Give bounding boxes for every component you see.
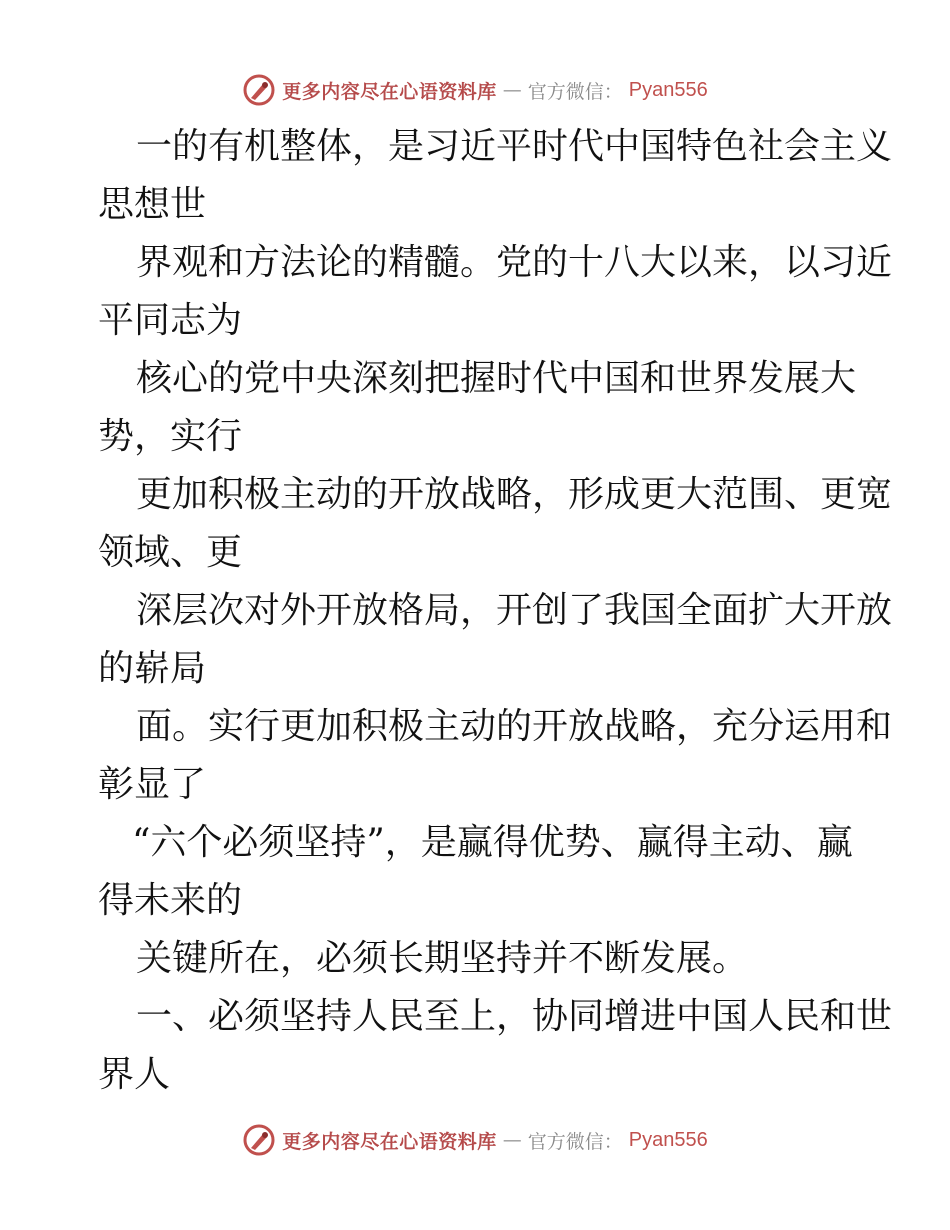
banner-text: 更多内容尽在心语资料库 [282, 1130, 497, 1153]
paragraph [0, 118, 950, 234]
banner-wechat-id: Pyan556 [628, 78, 708, 101]
paragraph [0, 930, 950, 988]
paragraph [0, 988, 950, 1104]
paragraph [0, 234, 950, 350]
paragraph [0, 814, 950, 930]
paragraph [0, 698, 950, 814]
header-banner [0, 70, 950, 110]
paragraph-line: 深层次对外开放格局，开创了我国全面扩大开放 [136, 590, 893, 631]
paragraph-line: 彰显了 [98, 764, 207, 805]
paragraph-line: 界人 [98, 1054, 171, 1095]
paragraph [0, 350, 950, 466]
pen-logo-icon [242, 73, 276, 107]
paragraph-line: 势，实行 [98, 416, 243, 457]
paragraph-line: 面。实行更加积极主动的开放战略，充分运用和 [136, 706, 893, 747]
banner-wechat-id: Pyan556 [628, 1128, 708, 1151]
paragraph-line: 思想世 [98, 184, 207, 225]
paragraph-line: 得未来的 [98, 880, 243, 921]
paragraph [0, 466, 950, 582]
paragraph-line: 关键所在，必须长期坚持并不断发展。 [136, 938, 749, 979]
banner-separator: — [502, 1129, 522, 1151]
paragraph-line: “六个必须坚持”，是赢得优势、赢得主动、赢 [132, 822, 853, 863]
banner-separator: — [502, 79, 522, 101]
paragraph-line: 领域、更 [98, 532, 243, 573]
paragraph-line: 界观和方法论的精髓。党的十八大以来，以习近 [136, 242, 893, 283]
banner-wechat-label: 官方微信： [527, 80, 623, 103]
document-body [0, 118, 950, 1104]
banner-text: 更多内容尽在心语资料库 [282, 80, 497, 103]
paragraph-line: 平同志为 [98, 300, 243, 341]
paragraph-line: 核心的党中央深刻把握时代中国和世界发展大 [136, 358, 857, 399]
pen-logo-icon [242, 1123, 276, 1157]
paragraph-line: 更加积极主动的开放战略，形成更大范围、更宽 [136, 474, 893, 515]
paragraph [0, 582, 950, 698]
paragraph-line: 的崭局 [98, 648, 207, 689]
paragraph-line: 一、必须坚持人民至上，协同增进中国人民和世 [136, 996, 893, 1037]
paragraph-line: 一的有机整体，是习近平时代中国特色社会主义 [136, 126, 893, 167]
banner-wechat-label: 官方微信： [527, 1130, 623, 1153]
footer-banner [0, 1120, 950, 1160]
